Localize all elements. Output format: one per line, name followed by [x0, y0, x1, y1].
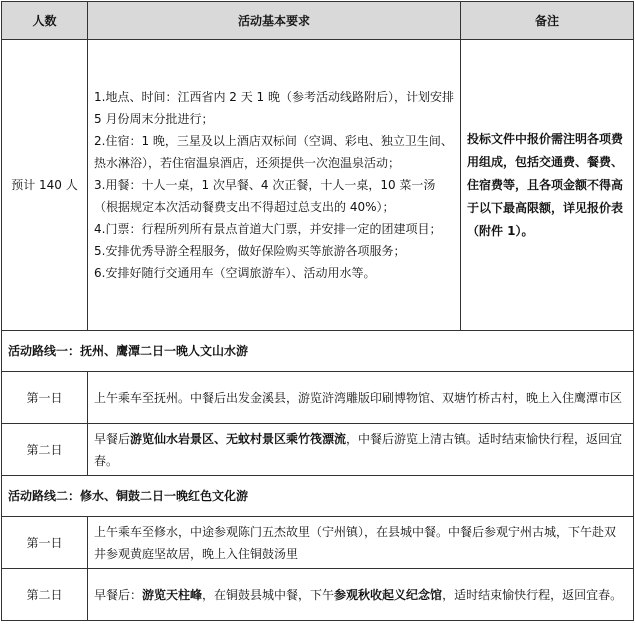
route2-title: 活动路线二：修水、铜鼓二日一晚红色文化游 [2, 476, 634, 517]
route1-day2-pre: 早餐后 [94, 431, 131, 446]
table-header-row [2, 2, 634, 40]
requirement-item: 3.用餐：十人一桌，1 次早餐、4 次正餐，十人一桌，10 菜一汤（根据规定本次活动餐费支出不得超过总支出的 40%）； [94, 178, 436, 214]
route1-day1-label: 第一日 [2, 372, 88, 424]
requirement-item: 1.地点、时间：江西省内 2 天 1 晚（参考活动线路附后），计划安排 5 月份周末分批进行； [94, 90, 454, 126]
route2-day1-label: 第一日 [2, 517, 88, 569]
route1-day2-post: ，中餐后游览上清古镇。适时结束愉快行程，返回宜春。 [94, 431, 623, 468]
requirement-item: 6.安排好随行交通用车（空调旅游车）、活动用水等。 [94, 266, 376, 280]
route1-day2-label: 第二日 [2, 424, 88, 476]
day-row [2, 569, 634, 621]
requirements-cell [88, 40, 461, 331]
route2-day2-highlight-1: 游览天柱峰 [142, 587, 203, 602]
requirement-item: 2.住宿：1 晚，三星及以上酒店双标间（空调、彩电、独立卫生间、热水淋浴），若住宿温泉酒店，还须提供一次泡温泉活动； [94, 134, 453, 170]
route1-day1-text: 上午乘车至抚州。中餐后出发金溪县，游览浒湾雕版印刷博物馆、双塘竹桥古村，晚上入住鹰潭市区 [88, 372, 634, 424]
requirement-item: 4.门票：行程所列所有景点首道大门票，并安排一定的团建项目； [94, 222, 442, 236]
route-title-row [2, 331, 634, 372]
route2-day1-text: 上午乘车至修水，中途参观陈门五杰故里（宁州镇），在县城中餐。中餐后参观宁州古城，下午赴双井参观黄庭坚故居，晚上入住铜鼓汤里 [88, 517, 634, 569]
route2-day2-label: 第二日 [2, 569, 88, 621]
activity-table [1, 1, 634, 621]
route-title-row [2, 476, 634, 517]
route2-day2-pre: 早餐后： [94, 587, 143, 602]
header-requirements: 活动基本要求 [88, 2, 461, 40]
day-row [2, 372, 634, 424]
route2-day2-mid: ，在铜鼓县城中餐，下午 [202, 587, 335, 602]
header-count: 人数 [2, 2, 88, 40]
main-row [2, 40, 634, 331]
day-row [2, 517, 634, 569]
route2-day2-highlight-2: 参观秋收起义纪念馆 [334, 587, 443, 602]
note-cell: 投标文件中报价需注明各项费用组成，包括交通费、餐费、住宿费等，且各项金额不得高于以下最高限额，详见报价表（附件 1）。 [461, 40, 634, 331]
header-note: 备注 [461, 2, 634, 40]
route1-day2-highlight: 游览仙水岩景区、无蚊村景区乘竹筏漂流 [130, 431, 347, 446]
participant-count: 预计 140 人 [2, 40, 88, 331]
day-row [2, 424, 634, 476]
requirement-item: 5.安排优秀导游全程服务，做好保险购买等旅游各项服务； [94, 244, 406, 258]
route1-title: 活动路线一：抚州、鹰潭二日一晚人文山水游 [2, 331, 634, 372]
route2-day2-post: ，适时结束愉快行程，返回宜春。 [442, 587, 623, 602]
route1-day2-text [88, 424, 634, 476]
route2-day2-text [88, 569, 634, 621]
